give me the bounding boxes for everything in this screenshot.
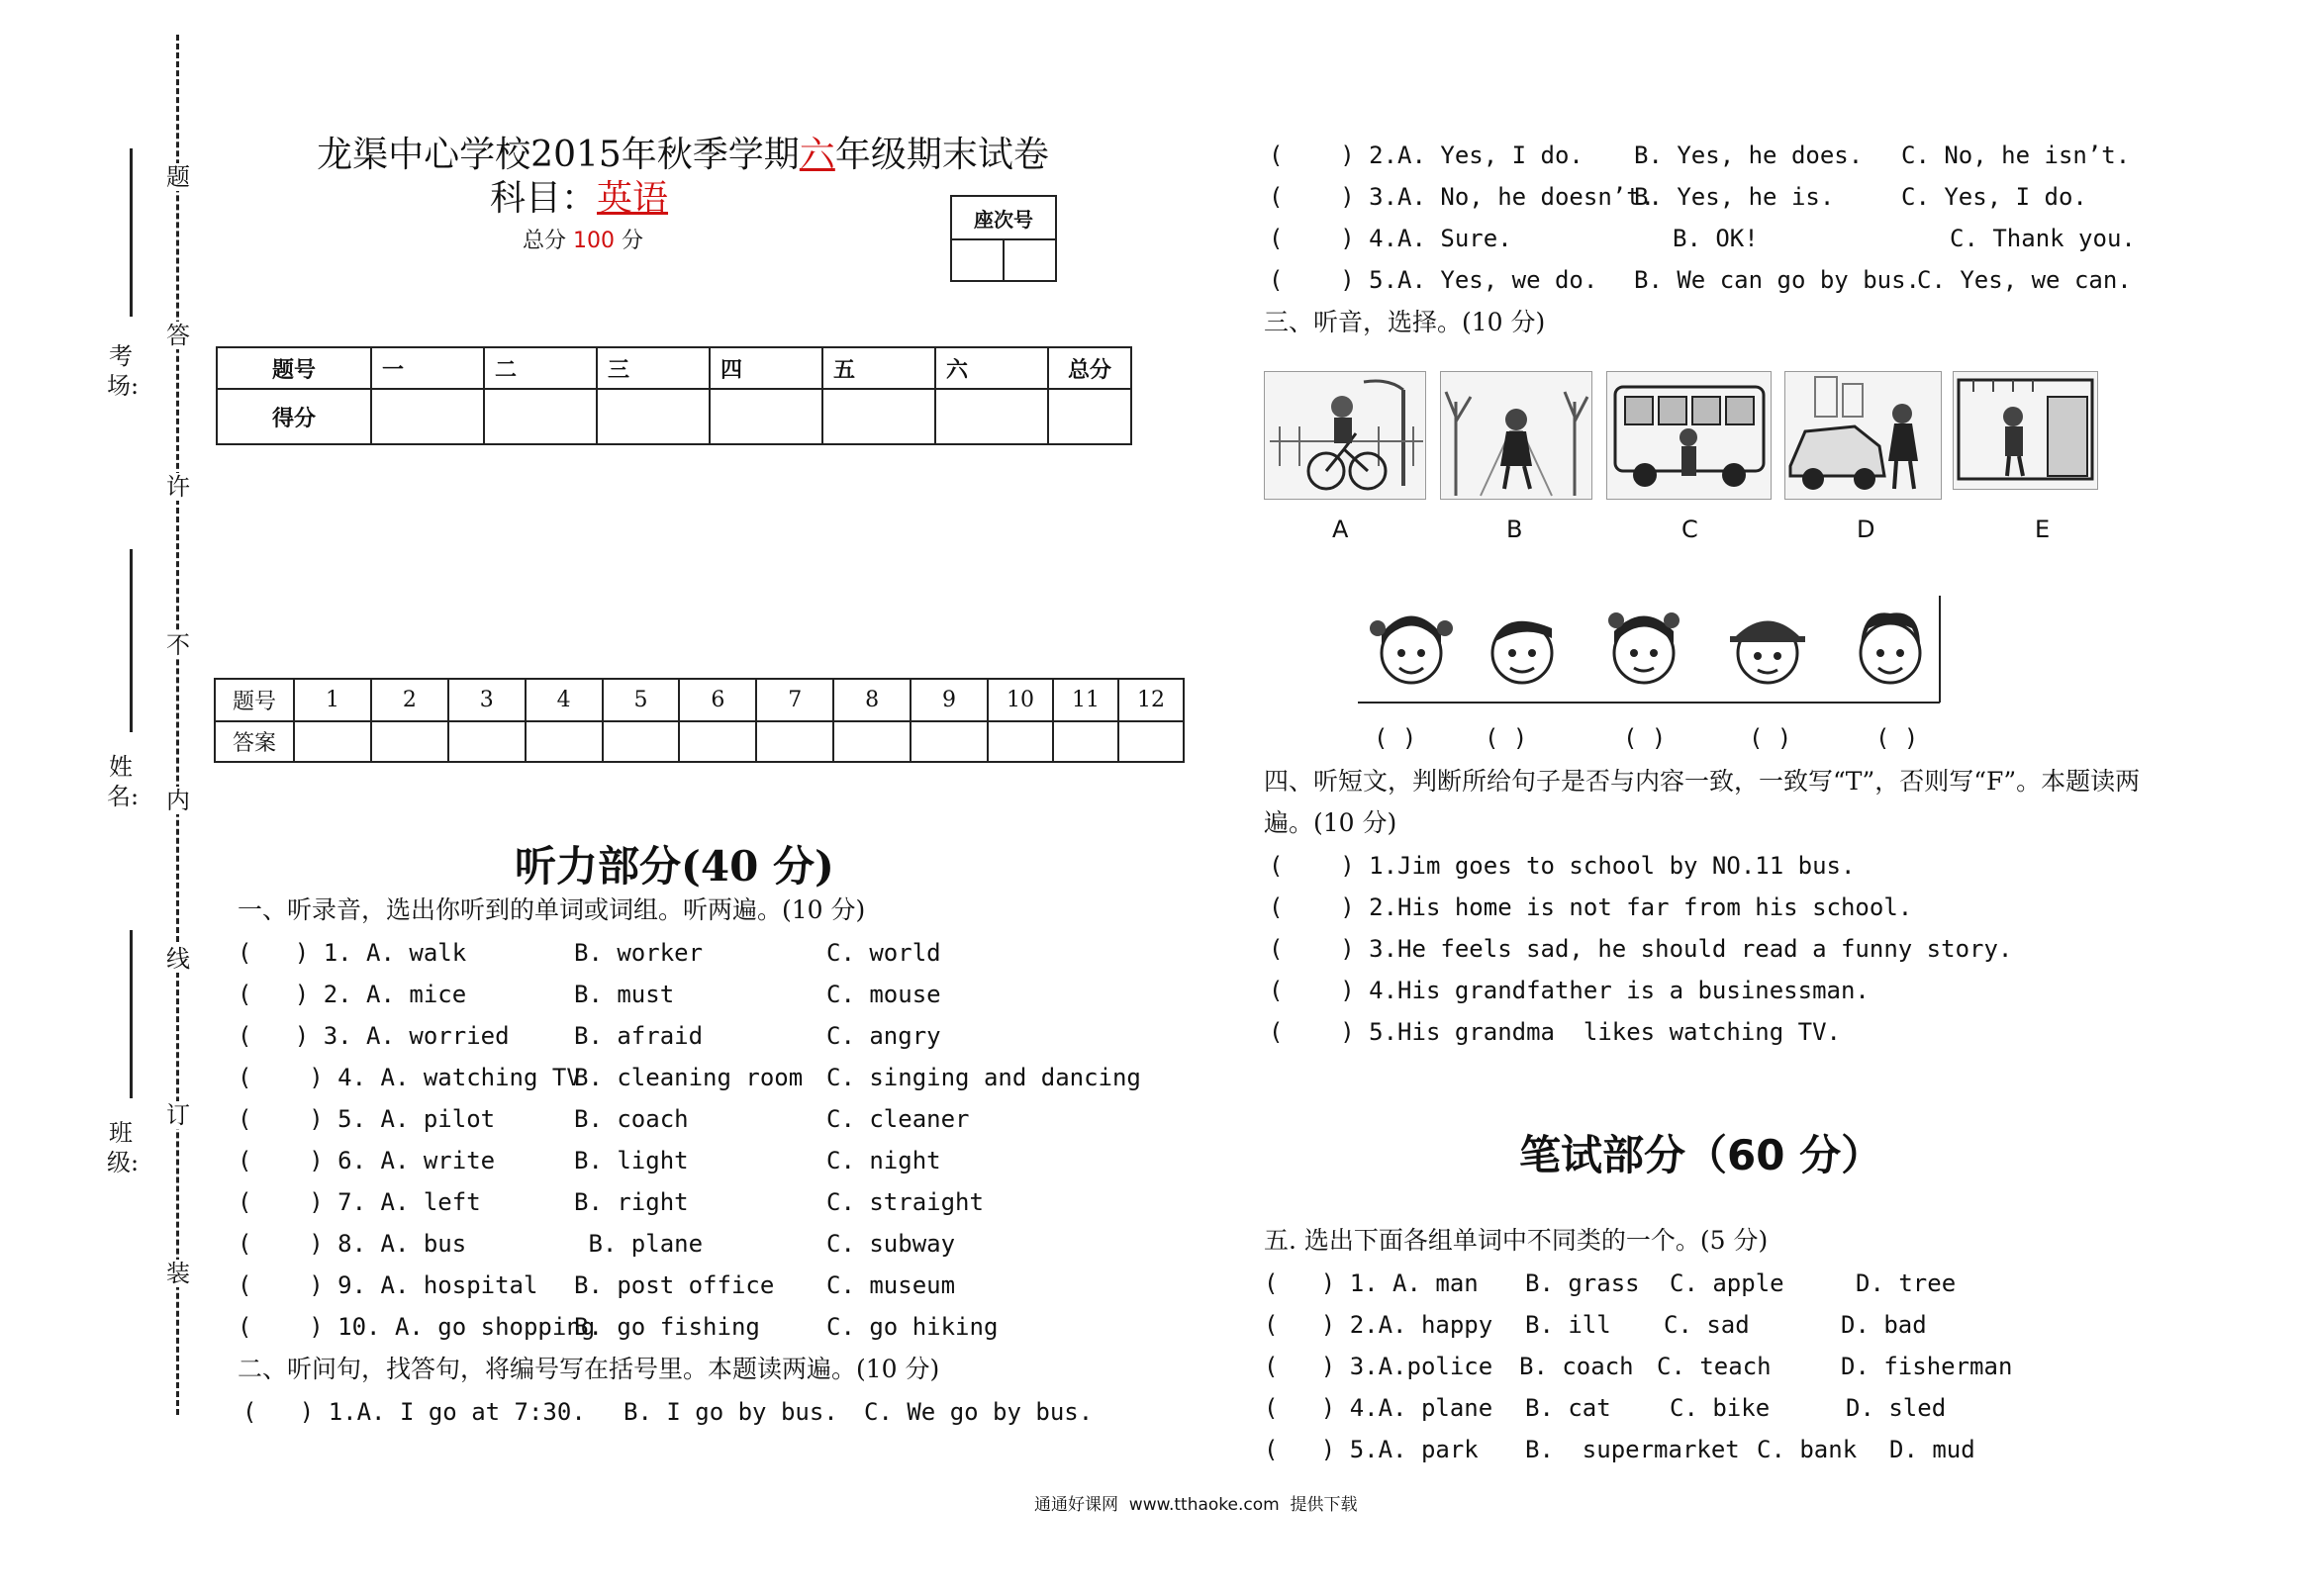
s2-q1-b: B. I go by bus. bbox=[624, 1398, 838, 1426]
answer-cell[interactable] bbox=[448, 721, 526, 762]
score-table bbox=[216, 346, 1132, 445]
s1-q6-b: B. light bbox=[574, 1147, 689, 1174]
s2-q1-c: C. We go by bus. bbox=[864, 1398, 1094, 1426]
listening-part-title: 听力部分(40 分) bbox=[515, 842, 834, 891]
s2-q2-b: B. Yes, he does. bbox=[1634, 141, 1864, 169]
s1-q7-c: C. straight bbox=[826, 1188, 984, 1216]
girl-face-icon bbox=[1843, 599, 1937, 698]
face-answer-blank[interactable]: ( ) bbox=[1875, 724, 1919, 752]
s5-q4-stem: ( ) 4.A. plane bbox=[1264, 1394, 1493, 1422]
writing-part-title: 笔试部分（60 分） bbox=[1519, 1131, 1883, 1179]
score-header: 二 bbox=[484, 347, 597, 389]
s5-q3-b: B. coach bbox=[1519, 1353, 1634, 1380]
answer-cell[interactable] bbox=[526, 721, 603, 762]
s2-q2-c: C. No, he isn’t. bbox=[1901, 141, 2131, 169]
s5-q2-d: D. bad bbox=[1841, 1311, 1927, 1339]
margin-char: 内 bbox=[166, 787, 190, 814]
answer-cell[interactable] bbox=[988, 721, 1053, 762]
subject-line: 科目：英语 bbox=[490, 178, 669, 219]
boy-on-bike-icon bbox=[1264, 371, 1426, 500]
seat-number-cell[interactable] bbox=[1004, 239, 1056, 281]
score-header: 一 bbox=[371, 347, 484, 389]
s1-q5-c: C. cleaner bbox=[826, 1105, 970, 1133]
s4-q3: ( ) 3.He feels sad, he should read a funny story. bbox=[1269, 935, 2013, 963]
s1-q2-c: C. mouse bbox=[826, 981, 941, 1008]
score-header: 五 bbox=[822, 347, 935, 389]
s1-q2-stem: ( ) 2. A. mice bbox=[238, 981, 467, 1008]
s2-q3-c: C. Yes, I do. bbox=[1901, 183, 2087, 211]
margin-char: 线 bbox=[166, 945, 190, 973]
face-answer-blank[interactable]: ( ) bbox=[1485, 724, 1528, 752]
seat-number-cell[interactable] bbox=[951, 239, 1004, 281]
s5-q5-b: B. supermarket bbox=[1525, 1436, 1740, 1463]
s1-q8-b: B. plane bbox=[574, 1230, 704, 1258]
s5-q1-b: B. grass bbox=[1525, 1269, 1640, 1297]
s5-q1-stem: ( ) 1. A. man bbox=[1264, 1269, 1479, 1297]
face-answer-blank[interactable]: ( ) bbox=[1749, 724, 1792, 752]
score-cell[interactable] bbox=[935, 389, 1048, 444]
answer-row-label: 答案 bbox=[215, 721, 294, 762]
s1-q8-stem: ( ) 8. A. bus bbox=[238, 1230, 467, 1258]
answer-cell[interactable] bbox=[756, 721, 833, 762]
s1-q6-stem: ( ) 6. A. write bbox=[238, 1147, 496, 1174]
picture-label: A bbox=[1332, 516, 1349, 543]
s5-q3-stem: ( ) 3.A.police bbox=[1264, 1353, 1493, 1380]
s1-q9-c: C. museum bbox=[826, 1271, 956, 1299]
answer-cell[interactable] bbox=[603, 721, 680, 762]
subject-value: 英语 bbox=[597, 178, 669, 219]
s1-q1-b: B. worker bbox=[574, 939, 704, 967]
class-fill-line bbox=[130, 930, 133, 1098]
s1-q5-stem: ( ) 5. A. pilot bbox=[238, 1105, 496, 1133]
class-label: 班级: bbox=[107, 1119, 140, 1176]
s2-q4-b: B. OK! bbox=[1673, 225, 1759, 252]
s5-q4-b: B. cat bbox=[1525, 1394, 1611, 1422]
s1-q7-stem: ( ) 7. A. left bbox=[238, 1188, 481, 1216]
boy-on-subway-icon bbox=[1953, 371, 2098, 490]
answer-cell[interactable] bbox=[833, 721, 911, 762]
s1-q5-b: B. coach bbox=[574, 1105, 689, 1133]
face-answer-blank[interactable]: ( ) bbox=[1623, 724, 1667, 752]
score-header: 三 bbox=[597, 347, 710, 389]
section-2-title: 二、听问句，找答句，将编号写在括号里。本题读两遍。(10 分) bbox=[238, 1355, 940, 1383]
margin-char: 装 bbox=[166, 1260, 190, 1287]
score-row-label: 得分 bbox=[217, 389, 371, 444]
s5-q2-stem: ( ) 2.A. happy bbox=[1264, 1311, 1493, 1339]
section-1-title: 一、听录音，选出你听到的单词或词组。听两遍。(10 分) bbox=[238, 895, 866, 924]
girl-walking-icon bbox=[1440, 371, 1592, 500]
answer-number: 7 bbox=[756, 679, 833, 721]
section-4-title: 四、听短文，判断所给句子是否与内容一致，一致写“T”，否则写“F”。本题读两 bbox=[1264, 767, 2141, 796]
answer-cell[interactable] bbox=[1053, 721, 1118, 762]
answer-number: 6 bbox=[679, 679, 756, 721]
s1-q2-b: B. must bbox=[574, 981, 675, 1008]
girl-by-car-icon bbox=[1784, 371, 1942, 500]
score-cell[interactable] bbox=[1048, 389, 1131, 444]
answer-cell[interactable] bbox=[294, 721, 371, 762]
score-header: 六 bbox=[935, 347, 1048, 389]
s5-q2-c: C. sad bbox=[1664, 1311, 1750, 1339]
score-header: 题号 bbox=[217, 347, 371, 389]
s2-q3-b: B. Yes, he is. bbox=[1634, 183, 1835, 211]
girl-face-icon bbox=[1596, 599, 1690, 698]
answer-number: 12 bbox=[1118, 679, 1184, 721]
s1-q7-b: B. right bbox=[574, 1188, 689, 1216]
s2-q2-stem: ( ) 2.A. Yes, I do. bbox=[1269, 141, 1583, 169]
margin-char: 答 bbox=[166, 322, 190, 349]
s1-q4-c: C. singing and dancing bbox=[826, 1064, 1141, 1091]
s1-q8-c: C. subway bbox=[826, 1230, 956, 1258]
picture-label: D bbox=[1857, 516, 1875, 543]
picture-label: B bbox=[1506, 516, 1523, 543]
answer-number: 1 bbox=[294, 679, 371, 721]
exam-room-fill-line bbox=[130, 148, 133, 317]
s1-q3-stem: ( ) 3. A. worried bbox=[238, 1022, 510, 1050]
name-fill-line bbox=[130, 549, 133, 732]
s5-q2-b: B. ill bbox=[1525, 1311, 1611, 1339]
s2-q1-stem: ( ) 1.A. I go at 7:30. bbox=[242, 1398, 586, 1426]
score-cell[interactable] bbox=[484, 389, 597, 444]
section-4-title-cont: 遍。(10 分) bbox=[1264, 808, 1397, 837]
s5-q5-d: D. mud bbox=[1889, 1436, 1975, 1463]
s1-q6-c: C. night bbox=[826, 1147, 941, 1174]
footer-credit: 通通好课网 www.tthaoke.com 提供下载 bbox=[1034, 1495, 1358, 1515]
s4-q5: ( ) 5.His grandma likes watching TV. bbox=[1269, 1018, 1841, 1046]
s5-q3-d: D. fisherman bbox=[1841, 1353, 2013, 1380]
score-cell[interactable] bbox=[597, 389, 710, 444]
s4-q2: ( ) 2.His home is not far from his school. bbox=[1269, 893, 1913, 921]
answer-number: 9 bbox=[911, 679, 988, 721]
s1-q9-b: B. post office bbox=[574, 1271, 775, 1299]
s1-q10-b: B. go fishing bbox=[574, 1313, 760, 1341]
exam-room-label: 考场: bbox=[107, 342, 140, 400]
s5-q3-c: C. teach bbox=[1657, 1353, 1772, 1380]
answer-row-label: 题号 bbox=[215, 679, 294, 721]
s1-q10-c: C. go hiking bbox=[826, 1313, 999, 1341]
s1-q3-b: B. afraid bbox=[574, 1022, 704, 1050]
s5-q1-d: D. tree bbox=[1856, 1269, 1957, 1297]
margin-char: 订 bbox=[166, 1101, 190, 1129]
answer-number: 11 bbox=[1053, 679, 1118, 721]
exam-title: 龙渠中心学校2015年秋季学期六年级期末试卷 bbox=[317, 135, 1049, 175]
name-label: 姓名: bbox=[107, 753, 140, 810]
s1-q9-stem: ( ) 9. A. hospital bbox=[238, 1271, 538, 1299]
seat-number-box bbox=[950, 195, 1057, 282]
score-header: 总分 bbox=[1048, 347, 1131, 389]
s1-q4-b: B. cleaning room bbox=[574, 1064, 804, 1091]
s1-q4-stem: ( ) 4. A. watching TV bbox=[238, 1064, 581, 1091]
margin-char: 不 bbox=[166, 631, 190, 659]
s1-q10-stem: ( ) 10. A. go shopping bbox=[238, 1313, 596, 1341]
s2-q5-c: C. Yes, we can. bbox=[1917, 266, 2132, 294]
girl-face-icon bbox=[1364, 599, 1458, 698]
answer-cell[interactable] bbox=[1118, 721, 1184, 762]
score-header: 四 bbox=[710, 347, 822, 389]
dashed-binding-line bbox=[176, 35, 179, 1415]
s4-q1: ( ) 1.Jim goes to school by NO.11 bus. bbox=[1269, 852, 1856, 880]
s4-q4: ( ) 4.His grandfather is a businessman. bbox=[1269, 977, 1870, 1004]
s1-q3-c: C. angry bbox=[826, 1022, 941, 1050]
s1-q1-stem: ( ) 1. A. walk bbox=[238, 939, 467, 967]
s1-q1-c: C. world bbox=[826, 939, 941, 967]
s5-q4-c: C. bike bbox=[1670, 1394, 1771, 1422]
boy-by-bus-icon bbox=[1606, 371, 1772, 500]
s2-q4-stem: ( ) 4.A. Sure. bbox=[1269, 225, 1512, 252]
boy-cap-face-icon bbox=[1720, 599, 1814, 698]
answer-number: 10 bbox=[988, 679, 1053, 721]
answer-table bbox=[214, 678, 1185, 763]
face-answer-blank[interactable]: ( ) bbox=[1374, 724, 1417, 752]
s2-q5-stem: ( ) 5.A. Yes, we do. bbox=[1269, 266, 1598, 294]
boy-face-icon bbox=[1475, 599, 1569, 698]
answer-number: 4 bbox=[526, 679, 603, 721]
answer-number: 5 bbox=[603, 679, 680, 721]
s5-q1-c: C. apple bbox=[1670, 1269, 1784, 1297]
picture-label: E bbox=[2035, 516, 2051, 543]
s2-q3-stem: ( ) 3.A. No, he doesn’t. bbox=[1269, 183, 1656, 211]
section-3-title: 三、听音，选择。(10 分) bbox=[1264, 308, 1546, 336]
answer-number: 2 bbox=[371, 679, 448, 721]
total-score: 总分 100 分 bbox=[523, 229, 644, 253]
s5-q5-c: C. bank bbox=[1757, 1436, 1858, 1463]
s2-q5-b: B. We can go by bus. bbox=[1634, 266, 1920, 294]
answer-cell[interactable] bbox=[911, 721, 988, 762]
score-cell[interactable] bbox=[710, 389, 822, 444]
answer-number: 3 bbox=[448, 679, 526, 721]
s2-q4-c: C. Thank you. bbox=[1950, 225, 2136, 252]
seat-number-label: 座次号 bbox=[951, 196, 1056, 239]
s5-q5-stem: ( ) 5.A. park bbox=[1264, 1436, 1479, 1463]
answer-cell[interactable] bbox=[679, 721, 756, 762]
picture-label: C bbox=[1681, 516, 1698, 543]
margin-char: 题 bbox=[166, 163, 190, 191]
score-cell[interactable] bbox=[822, 389, 935, 444]
answer-number: 8 bbox=[833, 679, 911, 721]
score-cell[interactable] bbox=[371, 389, 484, 444]
s5-q4-d: D. sled bbox=[1846, 1394, 1947, 1422]
section-5-title: 五. 选出下面各组单词中不同类的一个。(5 分) bbox=[1264, 1226, 1769, 1255]
answer-cell[interactable] bbox=[371, 721, 448, 762]
margin-char: 许 bbox=[166, 473, 190, 501]
